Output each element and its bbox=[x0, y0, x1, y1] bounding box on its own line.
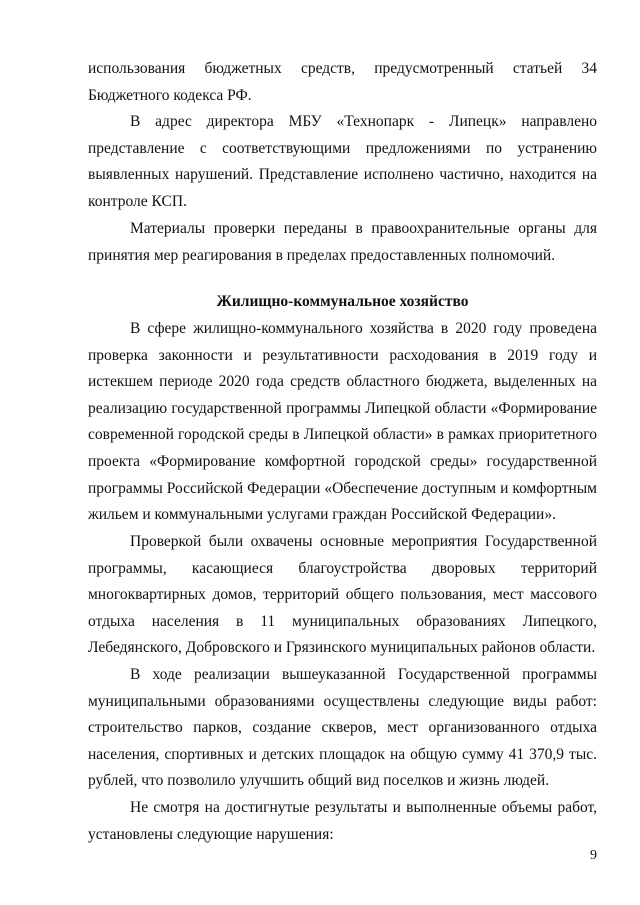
text-line: контроле КСП. bbox=[88, 192, 187, 210]
text-line: Лебедянского, Добровского и Грязинского муниципальных районов области. bbox=[88, 639, 596, 657]
text-line: установлены следующие нарушения: bbox=[88, 825, 334, 843]
text-line: муниципальными образованиями осуществлены следующие виды работ: bbox=[88, 692, 597, 710]
paragraph-coverage bbox=[88, 529, 597, 662]
text-line: многоквартирных домов, территорий общего пользования, мест массового bbox=[88, 586, 597, 604]
text-line: программы, касающиеся благоустройства дворовых территорий bbox=[88, 559, 597, 577]
text-line: использования бюджетных средств, предусмотренный статьей 34 bbox=[88, 60, 597, 77]
text-line: реализацию государственной программы Липецкой области «Формирование bbox=[88, 399, 597, 417]
paragraph-housing bbox=[88, 316, 597, 529]
paragraph-intro bbox=[88, 56, 597, 109]
paragraph-violations bbox=[88, 795, 597, 848]
paragraph-presentation bbox=[88, 109, 597, 215]
text-line: Материалы проверки переданы в правоохранительные органы для bbox=[130, 220, 597, 237]
text-line: истекшем периоде 2020 года средств областного бюджета, выделенных на bbox=[88, 373, 597, 391]
paragraph-materials bbox=[88, 216, 597, 269]
text-line: принятия мер реагирования в пределах предоставленных полномочий. bbox=[88, 246, 556, 264]
text-line: представление с соответствующими предложениями по устранению bbox=[88, 139, 597, 157]
text-line: проекта «Формирование комфортной городской среды» государственной bbox=[88, 452, 597, 470]
paragraph-works bbox=[88, 662, 597, 795]
page-number: 9 bbox=[590, 848, 597, 863]
text-line: выявленных нарушений. Представление исполнено частично, находится на bbox=[88, 166, 597, 184]
text-line: В ходе реализации вышеуказанной Государственной программы bbox=[130, 666, 597, 683]
text-line: проверка законности и результативности расходования в 2019 году и bbox=[88, 346, 597, 364]
section-heading: Жилищно-коммунальное хозяйство bbox=[216, 293, 469, 310]
text-line: Не смотря на достигнутые результаты и выполненные объемы работ, bbox=[130, 799, 597, 816]
text-line: рублей, что позволило улучшить общий вид поселков и жизнь людей. bbox=[88, 772, 550, 790]
text-line: Бюджетного кодекса РФ. bbox=[88, 86, 252, 104]
text-line: жильем и коммунальными услугами граждан Российской Федерации». bbox=[88, 506, 556, 524]
text-line: строительство парков, создание скверов, мест организованного отдыха bbox=[88, 719, 597, 737]
text-line: В адрес директора МБУ «Технопарк - Липецк» направлено bbox=[130, 113, 597, 130]
text-line: населения, спортивных и детских площадок на общую сумму 41 370,9 тыс. bbox=[88, 745, 597, 763]
text-line: В сфере жилищно-коммунального хозяйства в 2020 году проведена bbox=[130, 320, 597, 337]
text-line: отдыха населения в 11 муниципальных образованиях Липецкого, bbox=[88, 612, 597, 630]
text-line: Проверкой были охвачены основные мероприятия Государственной bbox=[130, 533, 597, 550]
text-line: программы Российской Федерации «Обеспечение доступным и комфортным bbox=[88, 479, 597, 497]
text-line: современной городской среды в Липецкой области» в рамках приоритетного bbox=[88, 426, 597, 444]
